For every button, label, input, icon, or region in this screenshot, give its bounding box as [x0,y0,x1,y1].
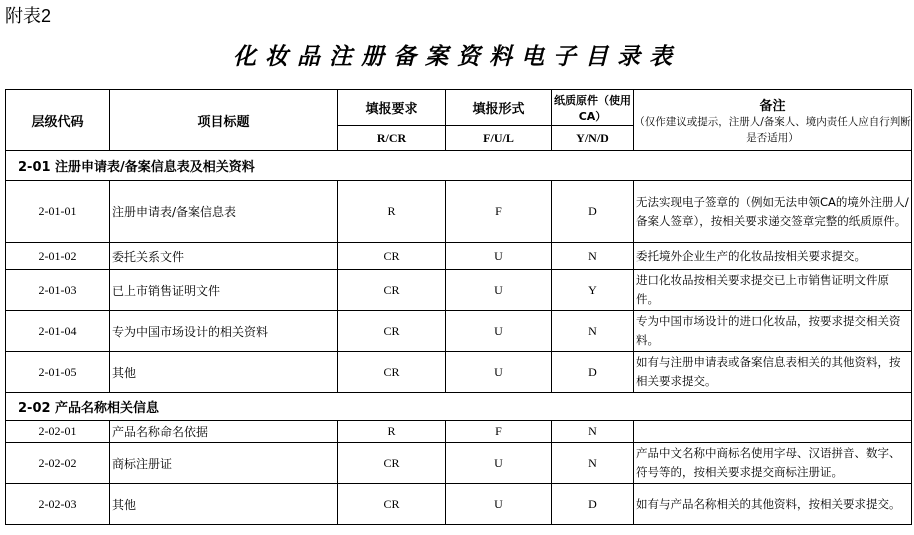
header-fill-requirement: 填报要求 [338,90,446,126]
row-code: 2-01-04 [6,311,110,352]
section-heading: 2-02 产品名称相关信息 [6,393,912,421]
row-fill-requirement: R [338,421,446,443]
row-code: 2-01-02 [6,243,110,270]
row-fill-requirement: CR [338,311,446,352]
row-fill-form: F [446,421,552,443]
row-paper-original: D [552,352,634,393]
row-title: 注册申请表/备案信息表 [110,181,338,243]
row-title: 已上市销售证明文件 [110,270,338,311]
header-fill-form: 填报形式 [446,90,552,126]
section-heading: 2-01 注册申请表/备案信息表及相关资料 [6,151,912,181]
header-title: 项目标题 [110,90,338,151]
row-remark [634,421,912,443]
row-fill-requirement: CR [338,443,446,484]
row-remark: 专为中国市场设计的进口化妆品，按要求提交相关资料。 [634,311,912,352]
table-row [6,421,912,443]
row-paper-original: N [552,421,634,443]
header-code: 层级代码 [6,90,110,151]
attachment-label: 附表2 [5,6,52,26]
row-title: 商标注册证 [110,443,338,484]
row-remark: 无法实现电子签章的（例如无法申领CA的境外注册人/备案人签章），按相关要求递交签章完整的纸质原件。 [634,181,912,243]
row-fill-form: U [446,311,552,352]
row-paper-original: Y [552,270,634,311]
table-row [6,443,912,484]
row-fill-requirement: R [338,181,446,243]
header-paper-original: 纸质原件（使用CA） [552,90,634,126]
row-title: 产品名称命名依据 [110,421,338,443]
row-code: 2-02-02 [6,443,110,484]
header-remark-subtitle: （仅作建议或提示，注册人/备案人、境内责任人应自行判断是否适用） [634,115,911,144]
table-row [6,484,912,525]
header-remark [634,90,912,151]
row-title: 委托关系文件 [110,243,338,270]
row-remark: 如有与产品名称相关的其他资料，按相关要求提交。 [634,484,912,525]
row-fill-form: U [446,243,552,270]
row-title: 其他 [110,484,338,525]
row-fill-requirement: CR [338,270,446,311]
row-remark: 如有与注册申请表或备案信息表相关的其他资料，按相关要求提交。 [634,352,912,393]
table-row [6,352,912,393]
row-fill-form: U [446,443,552,484]
row-remark: 进口化妆品按相关要求提交已上市销售证明文件原件。 [634,270,912,311]
row-fill-requirement: CR [338,352,446,393]
row-paper-original: N [552,443,634,484]
row-paper-original: N [552,243,634,270]
table-row [6,311,912,352]
section-row [6,151,912,181]
section-row [6,393,912,421]
row-fill-form: F [446,181,552,243]
header-fill-form-codes: F/U/L [446,126,552,151]
catalog-table [5,89,912,525]
table-row [6,243,912,270]
row-fill-requirement: CR [338,484,446,525]
table-row [6,181,912,243]
row-code: 2-01-05 [6,352,110,393]
row-title: 专为中国市场设计的相关资料 [110,311,338,352]
header-paper-codes: Y/N/D [552,126,634,151]
row-remark: 委托境外企业生产的化妆品按相关要求提交。 [634,243,912,270]
row-code: 2-02-03 [6,484,110,525]
row-paper-original: N [552,311,634,352]
row-code: 2-01-01 [6,181,110,243]
row-code: 2-01-03 [6,270,110,311]
row-fill-requirement: CR [338,243,446,270]
row-remark: 产品中文名称中商标名使用字母、汉语拼音、数字、符号等的，按相关要求提交商标注册证。 [634,443,912,484]
row-paper-original: D [552,484,634,525]
header-remark-title: 备注 [759,98,786,114]
row-title: 其他 [110,352,338,393]
document-title: 化妆品注册备案资料电子目录表 [233,43,681,70]
header-fill-requirement-codes: R/CR [338,126,446,151]
row-fill-form: U [446,270,552,311]
row-paper-original: D [552,181,634,243]
table-row [6,270,912,311]
row-code: 2-02-01 [6,421,110,443]
row-fill-form: U [446,484,552,525]
row-fill-form: U [446,352,552,393]
